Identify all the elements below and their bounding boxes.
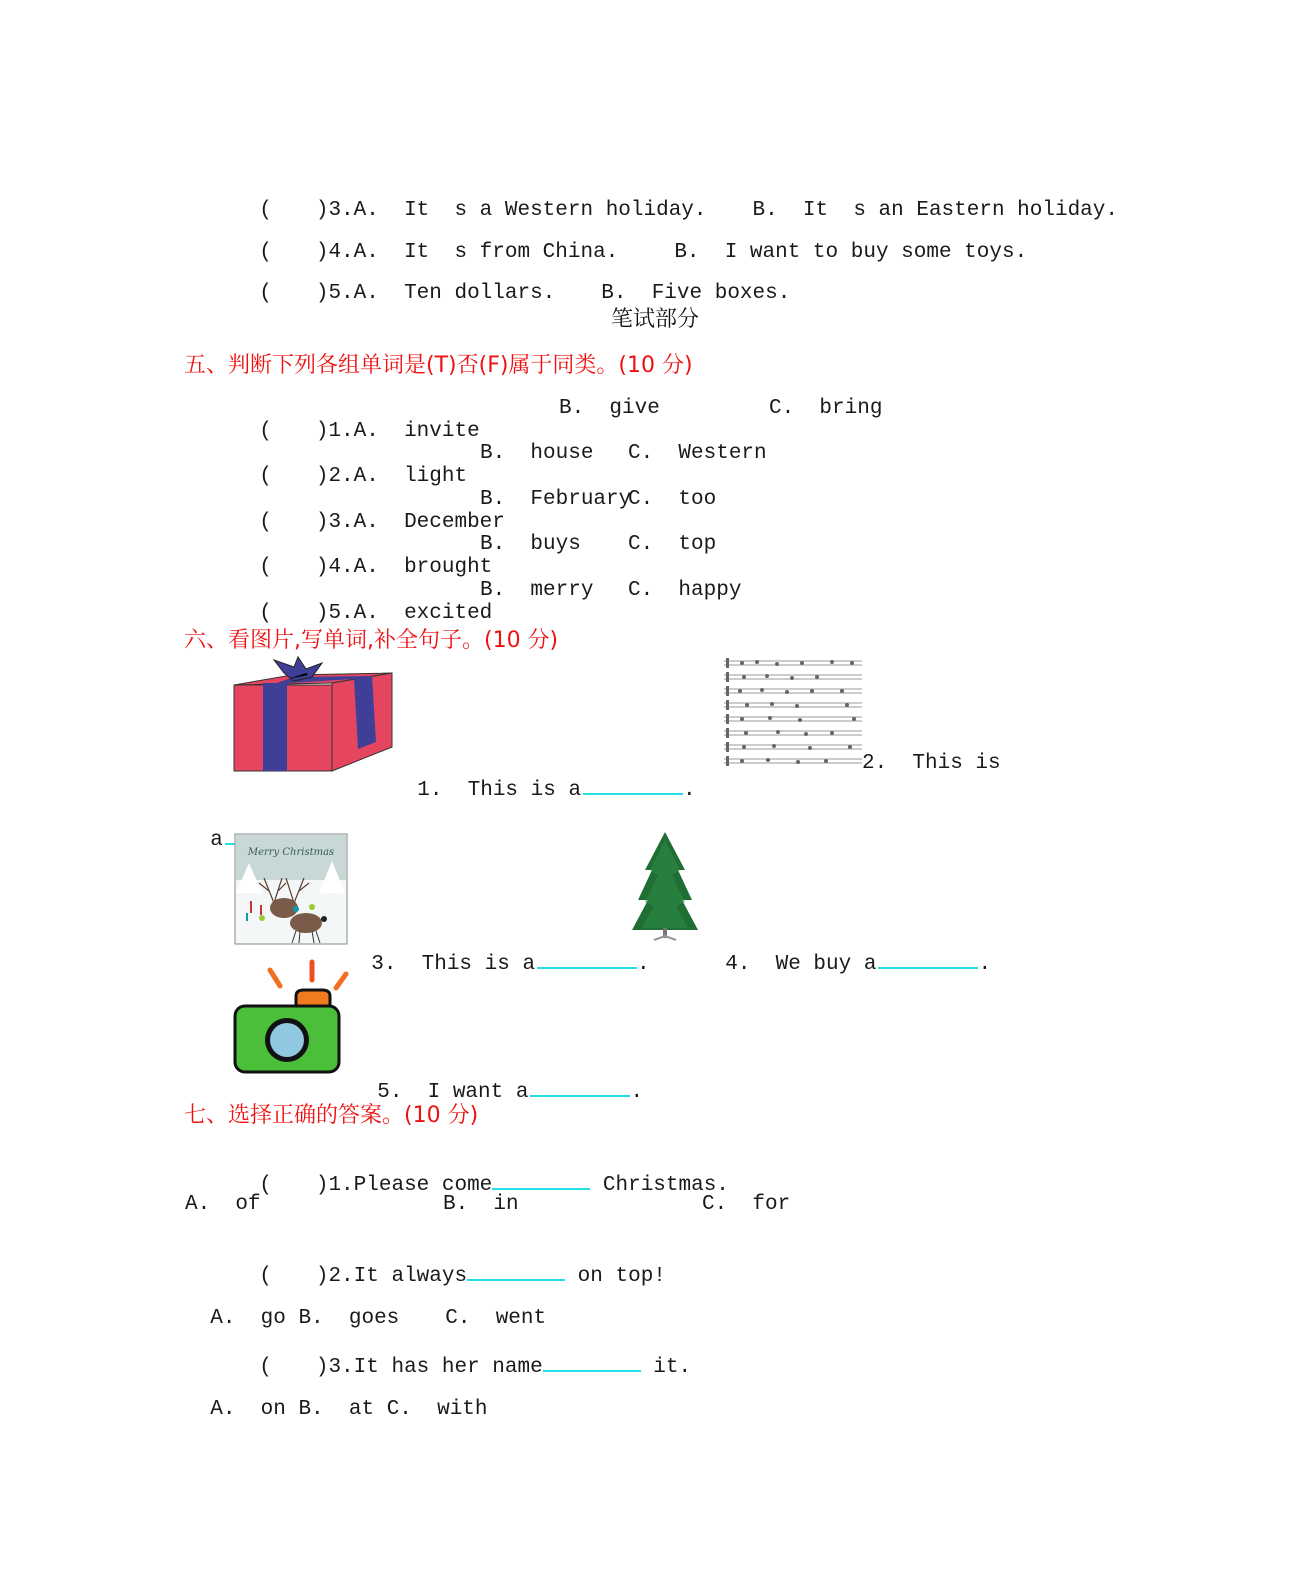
answer-blank[interactable] xyxy=(530,1077,630,1097)
s7-item-2-options: A. go B. goes C. went xyxy=(210,1307,547,1330)
answer-paren-open[interactable]: ( xyxy=(259,241,272,264)
s6-item-1: 1. This is a . xyxy=(392,752,696,802)
answer-blank[interactable] xyxy=(878,949,978,969)
s5-item-3-c: C. too xyxy=(628,488,717,511)
written-part-title: 笔试部分 xyxy=(611,307,700,332)
answer-blank[interactable] xyxy=(467,1261,565,1281)
s7-item-3-options: A. on B. at C. with xyxy=(210,1398,488,1421)
listening-item-5: ( )5.A. Ten dollars. B. Five boxes. xyxy=(259,282,791,305)
s5-item-5-c: C. happy xyxy=(628,579,742,602)
answer-blank[interactable] xyxy=(492,1170,590,1190)
answer-blank[interactable] xyxy=(583,775,683,795)
section-5-title: 五、判断下列各组单词是(T)否(F)属于同类。(10 分) xyxy=(184,353,693,378)
s6-item-4: 4. We buy a . xyxy=(700,926,991,976)
gift-box-image xyxy=(232,655,394,775)
s5-item-2-c: C. Western xyxy=(628,442,767,465)
s6-item-2: 2. This is xyxy=(862,752,1001,775)
s7-item-1-option-c: C. for xyxy=(702,1193,791,1216)
section-7-title: 七、选择正确的答案。(10 分) xyxy=(184,1103,479,1128)
s5-item-1-c: C. bring xyxy=(769,397,883,420)
s7-item-1-option-a: A. of xyxy=(185,1193,261,1216)
answer-blank[interactable] xyxy=(543,1352,641,1372)
christmas-card-image xyxy=(234,833,349,945)
answer-paren[interactable]: ( xyxy=(259,1174,272,1197)
camera-image xyxy=(232,958,352,1076)
answer-paren-open[interactable]: ( xyxy=(259,199,272,222)
s5-item-3: ( )3.A. December xyxy=(259,511,505,534)
s7-item-3: ( )3.It has her name it. xyxy=(234,1329,691,1379)
s5-item-5-b: B. merry xyxy=(480,579,594,602)
s6-item-3: 3. This is a . xyxy=(346,926,650,976)
answer-paren[interactable]: ( xyxy=(259,511,272,534)
s6-item-5: 5. I want a . xyxy=(352,1054,643,1104)
listening-item-3: ( )3.A. It s a Western holiday. B. It s an Eastern holiday. xyxy=(259,199,1118,222)
answer-blank[interactable] xyxy=(537,949,637,969)
s5-item-1: ( )1.A. invite xyxy=(259,420,480,443)
answer-paren[interactable]: ( xyxy=(259,1265,272,1288)
s5-item-4: ( )4.A. brought xyxy=(259,556,493,579)
answer-paren[interactable]: ( xyxy=(259,1356,272,1379)
answer-paren[interactable]: ( xyxy=(259,556,272,579)
s6-item-2-cont: a xyxy=(185,802,337,852)
answer-paren[interactable]: ( xyxy=(259,420,272,443)
answer-paren[interactable]: ( xyxy=(259,465,272,488)
christmas-tree-image xyxy=(630,830,700,945)
s5-item-4-b: B. buys xyxy=(480,533,581,556)
s5-item-5: ( )5.A. excited xyxy=(259,602,493,625)
s7-item-2: ( )2.It always on top! xyxy=(234,1238,666,1288)
answer-paren-open[interactable]: ( xyxy=(259,282,272,305)
s5-item-4-c: C. top xyxy=(628,533,717,556)
s5-item-3-b: B. February xyxy=(480,488,632,511)
s5-item-1-b: B. give xyxy=(559,397,660,420)
svg-text:Merry Christmas: Merry Christmas xyxy=(247,847,335,858)
s7-item-1-option-b: B. in xyxy=(443,1193,519,1216)
s5-item-2-b: B. house xyxy=(480,442,594,465)
s7-item-1: ( )1.Please come Christmas. xyxy=(234,1147,729,1197)
listening-item-4: ( )4.A. It s from China. B. I want to buy some toys. xyxy=(259,241,1028,264)
section-6-title: 六、看图片,写单词,补全句子。(10 分) xyxy=(184,628,559,653)
answer-paren[interactable]: ( xyxy=(259,602,272,625)
s5-item-2: ( )2.A. light xyxy=(259,465,468,488)
sheet-music-image xyxy=(722,655,864,773)
